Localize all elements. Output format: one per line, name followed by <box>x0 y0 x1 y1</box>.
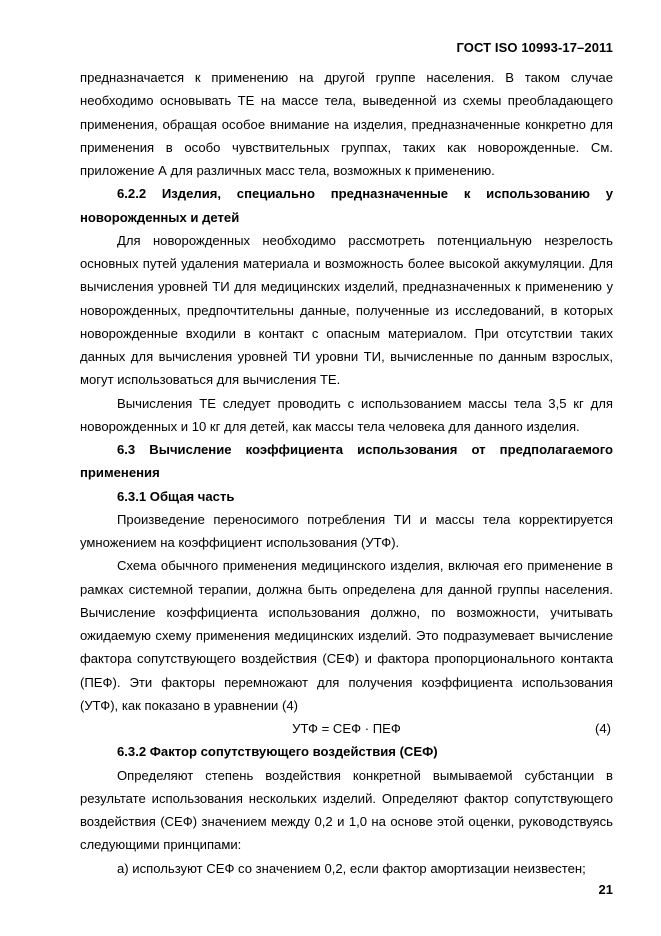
paragraph-cef: Определяют степень воздействия конкретной вымываемой субстанции в результате использования нескольких изделий. Определяют фактор сопутствующего воздействия (СЕФ) значением между 0,2 и 1,0 на основе этой оценки, руководствуясь следующими принципами: <box>80 767 613 853</box>
paragraph-continuation: предназначается к применению на другой группе населения. В таком случае необходимо основывать ТЕ на массе тела, выведенной из схемы преобладающего применения, обращая особое внимание на изделия, предназначенные конкретно для применения в особо чувствительных группах, таких как новорожденные. См. приложение А для различных масс тела, возможных к применению. <box>80 70 613 178</box>
equation-4 <box>80 717 613 740</box>
page-body <box>80 66 613 880</box>
section-heading-6-3: 6.3 Вычисление коэффициента использования от предполагаемого применения <box>80 442 613 481</box>
equation-number: (4) <box>594 721 611 736</box>
paragraph-usage-scheme: Схема обычного применения медицинского изделия, включая его применение в рамках системной терапии, должна быть определена для данной группы населения. Вычисление коэффициента использования должно, по возможности, учитывать ожидаемую схему применения медицинских изделий. Это подразумевает вычисление фактора сопутствующего воздействия (СЕФ) и фактора пропорционального контакта (ПЕФ). Эти факторы перемножают для получения коэффициента использования (УТФ), как показано в уравнении (4) <box>80 558 613 713</box>
section-heading-6-3-2: 6.3.2 Фактор сопутствующего воздействия (СЕФ) <box>117 744 438 760</box>
section-heading-6-3-1: 6.3.1 Общая часть <box>117 488 235 504</box>
section-heading-6-2-2: 6.2.2 Изделия, специально предназначенные к использованию у новорожденных и детей <box>80 186 613 225</box>
paragraph-utf: Произведение переносимого потребления ТИ и массы тела корректируется умножением на коэффициент использования (УТФ). <box>80 511 613 550</box>
paragraph-newborns: Для новорожденных необходимо рассмотреть потенциальную незрелость основных путей удаления материала и возможность более высокой аккумуляции. Для вычисления уровней ТИ для медицинских изделий, предназначенных к применению у новорожденных, предпочтительны данные, полученные из исследований, в которых новорожденные входили в контакт с опасным материалом. При отсутствии таких данных для вычисления уровней ТИ уровни ТИ, вычисленные по данным взрослых, могут использоваться для вычисления ТЕ. <box>80 232 613 388</box>
page-number: 21 <box>598 882 613 897</box>
equation-formula: УТФ = СЕФ · ПЕФ <box>292 721 401 736</box>
document-header: ГОСТ ISO 10993-17–2011 <box>456 40 613 55</box>
list-item-a: а) используют СЕФ со значением 0,2, если фактор амортизации неизвестен; <box>117 860 586 876</box>
paragraph-body-mass: Вычисления ТЕ следует проводить с использованием массы тела 3,5 кг для новорожденных и 10 кг для детей, как массы тела человека для данного изделия. <box>80 395 613 434</box>
